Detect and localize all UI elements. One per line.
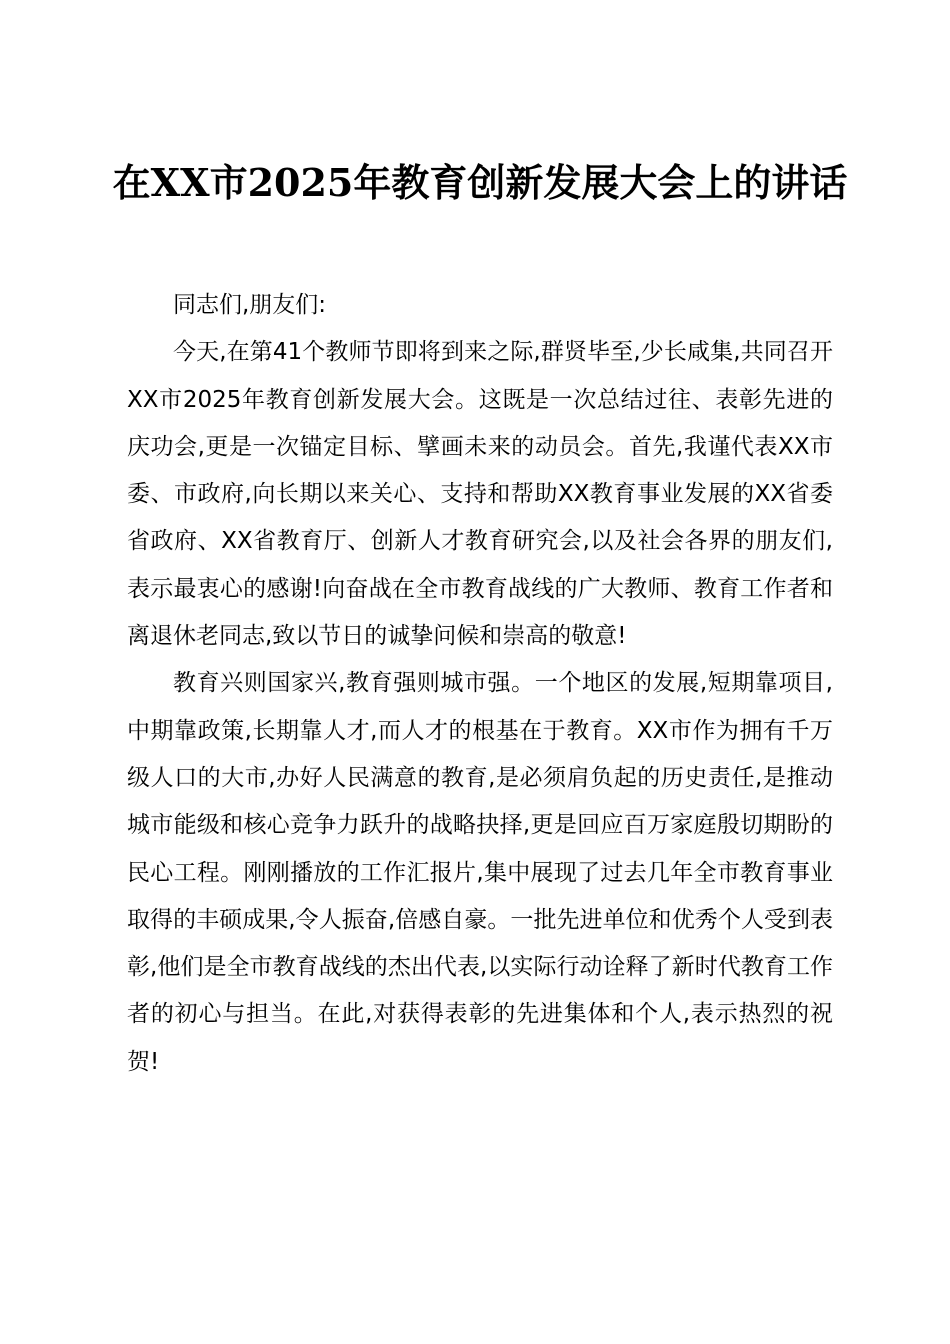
greeting-line: 同志们,朋友们:: [173, 292, 327, 318]
paragraph-education: 教育兴则国家兴,教育强则城市强。一个地区的发展,短期靠项目,中期靠政策,长期靠人才,而人才的根基在于教育。XX市作为拥有千万级人口的大市,办好人民满意的教育,是必须肩负起的历史责任,是推动城市能级和核心竞争力跃升的战略抉择,更是回应百万家庭殷切期盼的民心工程。刚刚播放的工作汇报片,集中展现了过去几年全市教育事业取得的丰硕成果,令人振奋,倍感自豪。一批先进单位和优秀个人受到表彰,他们是全市教育战线的杰出代表,以实际行动诠释了新时代教育工作者的初心与担当。在此,对获得表彰的先进集体和个人,表示热烈的祝贺!: [127, 670, 833, 1075]
document-body: [127, 282, 833, 1086]
document-title: 在XX市2025年教育创新发展大会上的讲话: [112, 160, 848, 205]
paragraph-opening: 今天,在第41个教师节即将到来之际,群贤毕至,少长咸集,共同召开XX市2025年教育创新发展大会。这既是一次总结过往、表彰先进的庆功会,更是一次锚定目标、擘画未来的动员会。首先,我谨代表XX市委、市政府,向长期以来关心、支持和帮助XX教育事业发展的XX省委省政府、XX省教育厅、创新人才教育研究会,以及社会各界的朋友们,表示最衷心的感谢!向奋战在全市教育战线的广大教师、教育工作者和离退休老同志,致以节日的诚挚问候和崇高的敬意!: [127, 339, 833, 650]
